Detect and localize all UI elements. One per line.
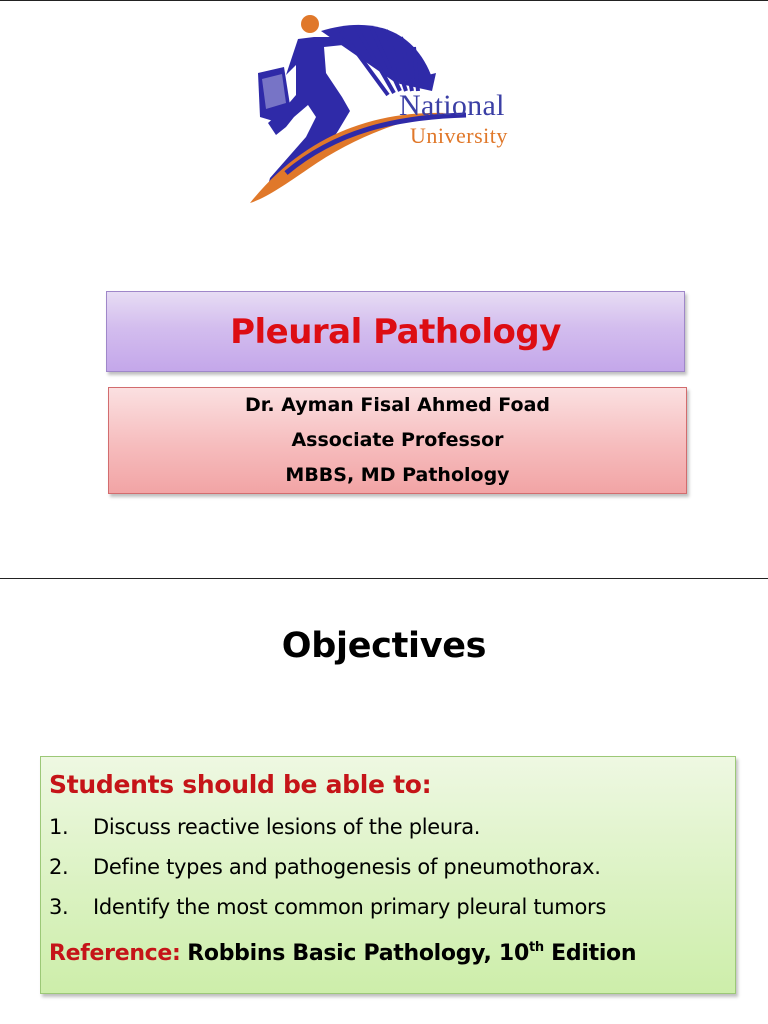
reference-label: Reference:: [49, 941, 181, 966]
reference-edition: Edition: [543, 941, 637, 966]
objectives-title: Objectives: [281, 626, 487, 666]
objectives-intro: Students should be able to:: [49, 770, 432, 799]
author-position: Associate Professor: [291, 429, 504, 451]
objective-text: Define types and pathogenesis of pneumothorax.: [93, 855, 601, 879]
objective-text: Identify the most common primary pleural tumors: [93, 895, 606, 919]
title-box: [106, 291, 685, 372]
objective-item: [49, 807, 735, 847]
author-name: Dr. Ayman Fisal Ahmed Foad: [244, 394, 550, 416]
objective-item: [49, 847, 735, 887]
objective-text: Discuss reactive lesions of the pleura.: [93, 815, 481, 839]
author-box: [108, 387, 687, 494]
reference-line: [49, 927, 735, 975]
objectives-list: [49, 807, 735, 927]
logo-text-national: National: [399, 89, 505, 122]
reference-book: [187, 941, 636, 966]
reference-book-title: Robbins Basic Pathology, 10: [187, 941, 529, 966]
reference-superscript: th: [528, 940, 544, 955]
objective-number: 3.: [49, 895, 69, 919]
presentation-title: Pleural Pathology: [230, 311, 561, 352]
author-degrees: MBBS, MD Pathology: [285, 464, 510, 486]
objective-item: [49, 887, 735, 927]
logo-text-university: University: [410, 123, 508, 148]
objectives-slide: [0, 580, 768, 1024]
objective-number: 1.: [49, 815, 69, 839]
objective-number: 2.: [49, 855, 69, 879]
objectives-box: [40, 756, 736, 994]
